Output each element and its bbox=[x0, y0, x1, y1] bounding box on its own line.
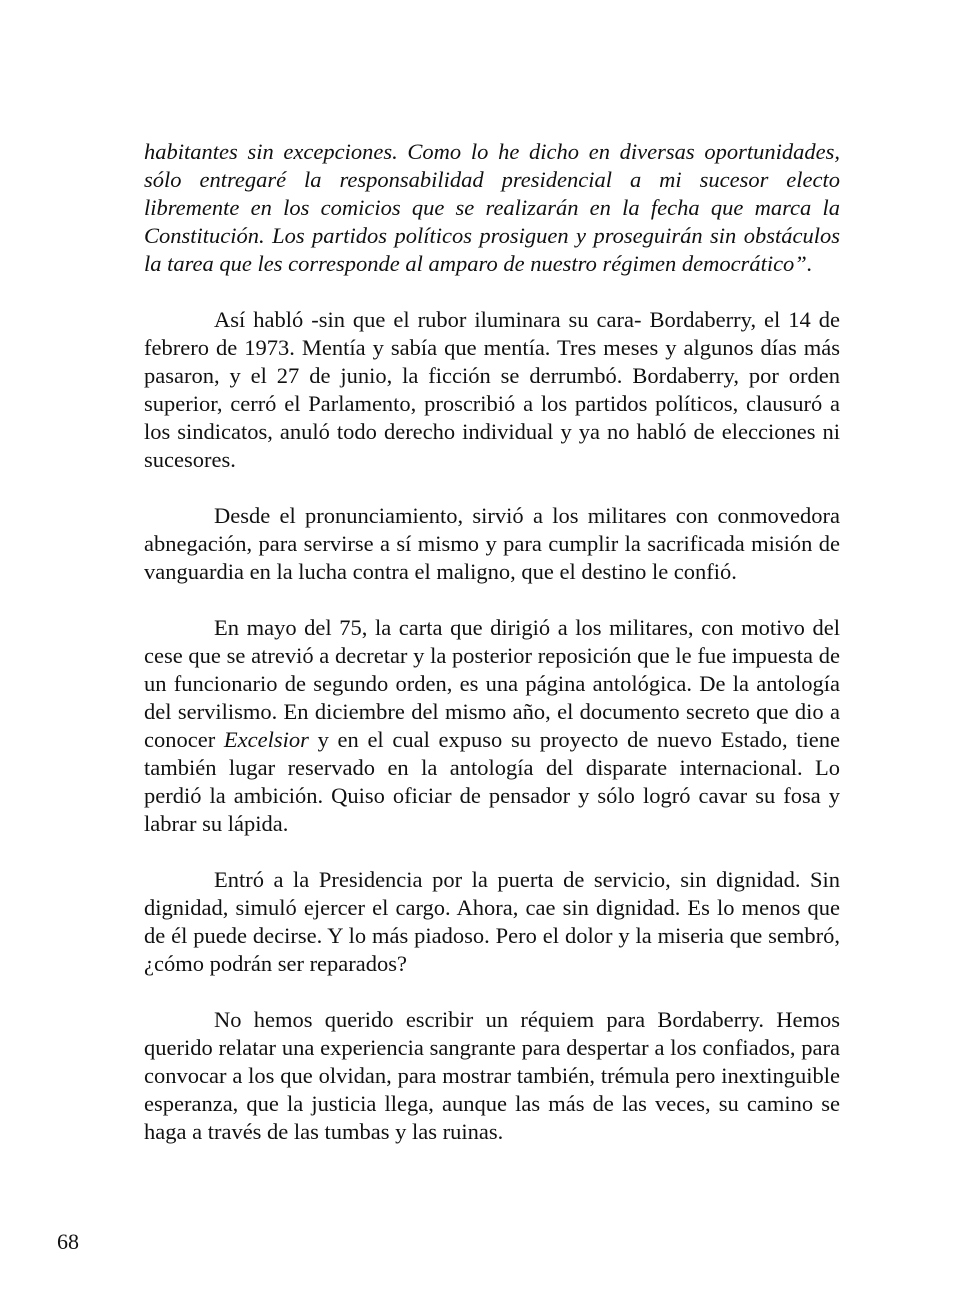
quoted-speech-paragraph: habitantes sin excepciones. Como lo he dicho en diversas oportunidades, sólo entregaré la responsabilidad presidencial a mi sucesor electo libremente en los comicios que se realizarán en la fecha que marca la Constitución. Los partidos políticos prosiguen y proseguirán sin obstáculos la tarea que les corresponde al amparo de nuestro régimen democrático”. bbox=[144, 139, 840, 276]
paragraph-text-after: y en el cual expuso su proyecto de nuevo Estado, tiene también lugar reservado en la antología del disparate internacional. Lo perdió la ambición. Quiso oficiar de pensador y sólo logró cavar su fosa y labrar su lápida. bbox=[144, 727, 840, 836]
page-number: 68 bbox=[57, 1229, 79, 1254]
paragraph-carta-militares bbox=[144, 614, 840, 838]
paragraph-presidencia: Entró a la Presidencia por la puerta de servicio, sin dignidad. Sin dignidad, simuló ejercer el cargo. Ahora, cae sin dignidad. Es lo menos que de él puede decirse. Y lo más piadoso. Pero el dolor y la miseria que sembró, ¿cómo podrán ser reparados? bbox=[144, 867, 840, 976]
paragraph-requiem: No hemos querido escribir un réquiem para Bordaberry. Hemos querido relatar una experiencia sangrante para despertar a los confiados, para convocar a los que olvidan, para mostrar también, trémula pero inextinguible esperanza, que la justicia llega, aunque las más de las veces, su camino se haga a través de las tumbas y las ruinas. bbox=[144, 1007, 840, 1144]
paragraph-text-before: En mayo del 75, la carta que dirigió a los militares, con motivo del cese que se atrevió a decretar y la posterior reposición que le fue impuesta de un funcionario de segundo orden, es una página antológica. De la antología del servilismo. En diciembre del mismo año, el documento secreto que dio a conocer bbox=[144, 615, 840, 752]
publication-name: Excelsior bbox=[223, 727, 309, 752]
body-text bbox=[144, 138, 840, 1174]
paragraph-pronunciamiento: Desde el pronunciamiento, sirvió a los militares con conmovedora abnegación, para servirse a sí mismo y para cumplir la sacrificada misión de vanguardia en la lucha contra el maligno, que el destino le confió. bbox=[144, 503, 840, 584]
paragraph-bordaberry-speech: Así habló -sin que el rubor iluminara su cara- Bordaberry, el 14 de febrero de 1973. Mentía y sabía que mentía. Tres meses y algunos días más pasaron, y el 27 de junio, la ficción se derrumbó. Bordaberry, por orden superior, cerró el Parlamento, proscribió a los partidos políticos, clausuró a los sindicatos, anuló todo derecho individual y ya no habló de elecciones ni sucesores. bbox=[144, 307, 840, 472]
